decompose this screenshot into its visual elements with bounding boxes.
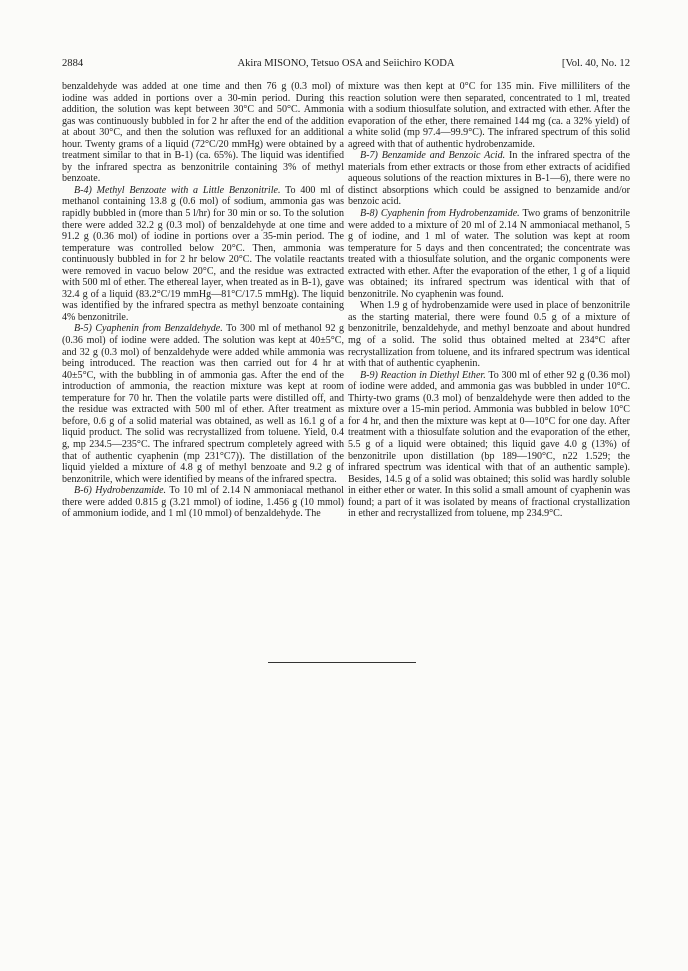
running-header	[62, 57, 630, 71]
section-b8	[348, 208, 630, 300]
page-number: 2884	[62, 58, 84, 69]
section-heading-b5: B-5) Cyaphenin from Benzaldehyde.	[74, 323, 223, 335]
paragraph-hydrobenzamide: When 1.9 g of hydrobenzamide were used in place of benzonitrile as the starting material, there were found 0.5 g of a mixture of benzonitrile, benzaldehyde, and methyl benzoate and about hundred mg of a solid. The solid thus obtained melted at 234°C after recrystallization from toluene, and its infrared spectrum was identical with that of authentic cyaphenin.	[348, 300, 630, 370]
section-text-b5: To 300 ml of methanol 92 g (0.36 mol) of iodine were added. The solution was kept at 40±5°C, and 32 g (0.3 mol) of benzaldehyde were added while ammonia was being introduced. The reaction was then carried out for 4 hr at 40±5°C, with the bubbling in of ammonia gas. After the end of the introduction of ammonia, the reaction mixture was kept at room temperature for 70 hr. Then the volatile parts were distilled off, and the residue was extracted with 500 ml of ether. After treatment as before, 0.6 g of a solid material was obtained, as well as 16.1 g of a liquid product. The solid was recrystallized from toluene. Yield, 0.4 g, mp 234.5—235°C. The infrared spectrum completely agreed with that of authentic cyaphenin (mp 231°C7)). The distillation of the liquid yielded a mixture of 4.8 g of methyl benzoate and 9.2 g of benzonitrile, which were identified by means of the infrared spectra.	[62, 323, 344, 485]
section-b6	[62, 485, 344, 520]
author-line: Akira MISONO, Tetsuo OSA and Seiichiro KODA	[237, 58, 455, 69]
section-text-b8: Two grams of benzonitrile were added to a mixture of 20 ml of 2.14 N ammoniacal methanol, 5 g of iodine, and 1 ml of water. The solution was kept at room temperature for 5 days and then concentrated; the concentrate was treated with a thiosulfate solution, and the organic components were extracted with ether. After the evaporation of the ether, 1 g of a liquid was obtained; its infrared spectrum was identical with that of benzonitrile. No cyaphenin was found.	[348, 208, 630, 300]
end-rule	[268, 662, 416, 663]
section-heading-b4: B-4) Methyl Benzoate with a Little Benzonitrile.	[74, 184, 281, 196]
paragraph-b6-continued: mixture was then kept at 0°C for 135 min. Five milliliters of the reaction solution were then separated, concentrated to 1 ml, treated with a sodium thiosulfate solution, and extracted with ether. After the evaporation of the ether, there remained 144 mg (ca. a 32% yield) of a white solid (mp 97.4—99.9°C). The infrared spectrum of this solid agreed with that of authentic hydrobenzamide.	[348, 81, 630, 150]
section-text-b7: In the infrared spectra of the materials from ether extracts or those from ether extracts of acidified aqueous solutions of the reaction mixtures in B-1—6), there were no distinct absorptions which could be assigned to benzamide and/or benzoic acid.	[348, 150, 630, 208]
section-heading-b7: B-7) Benzamide and Benzoic Acid.	[360, 150, 506, 162]
section-b4	[62, 185, 344, 324]
section-b7	[348, 150, 630, 208]
section-b9	[348, 370, 630, 520]
section-heading-b8: B-8) Cyaphenin from Hydrobenzamide.	[360, 208, 520, 220]
volume-info: [Vol. 40, No. 12	[561, 58, 630, 69]
paragraph-b3-continued: benzaldehyde was added at one time and then 76 g (0.3 mol) of iodine was added in portions over a 30-min period. During this addition, the solution was kept between 30°C and 50°C. Ammonia gas was continuously bubbled in for 2 hr after the end of the addition at about 30°C, and then the solution was refluxed for an additional hour. Twenty grams of a liquid (72°C/20 mmHg) were obtained by a treatment similar to that in B-1) (ca. 65%). The liquid was identified by the infrared spectra as benzonitrile containing 3% of methyl benzoate.	[62, 81, 344, 185]
section-text-b4: To 400 ml of methanol containing 13.8 g (0.6 mol) of sodium, ammonia gas was rapidly bubbled in (more than 5 l/hr) for 30 min or so. To the solution there were added 32.2 g (0.3 mol) of benzaldehyde at one time and 91.2 g (0.36 mol) of iodine in portions over a 35-min period. The temperature was controlled below 20°C. Then, ammonia was continuously bubbled in for 2 hr below 20°C. The volatile reactants were removed in vacuo below 20°C, and the residue was extracted with 500 ml of ether. The ethereal layer, when treated as in B-1), gave 32.4 g of a liquid (83.2°C/19 mmHg—81°C/17.5 mmHg). The liquid was identified by the infrared spectra as methyl benzoate containing 4% benzonitrile.	[62, 184, 345, 323]
section-text-b6: To 10 ml of 2.14 N ammoniacal methanol there were added 0.815 g (3.21 mmol) of iodine, 1.456 g (10 mmol) of ammonium iodide, and 1 ml (10 mmol) of benzaldehyde. The	[62, 485, 344, 520]
left-column	[62, 81, 344, 520]
section-heading-b6: B-6) Hydrobenzamide.	[74, 485, 167, 497]
section-text-b9: To 300 ml of ether 92 g (0.36 mol) of iodine were added, and ammonia gas was bubbled in under 10°C. Thirty-two grams (0.3 mol) of benzaldehyde were then added to the mixture over a 15-min period. Ammonia was bubbled in below 10°C for 4 hr, and then the mixture was kept at 0—10°C for one day. After treatment with a thiosulfate solution and the evaporation of the ether, 5.5 g of a liquid were obtained; this liquid gave 4.0 g (13%) of benzonitrile upon distillation (bp 189—190°C, n22 1.529; the infrared spectrum was identical with that of an authentic sample). Besides, 14.5 g of a solid was obtained; this solid was hardly soluble in either ether or water. In this solid a small amount of cyaphenin was found; a part of it was isolated by means of fractional crystallization in ether and recrystallized from toluene, mp 234.9°C.	[348, 369, 630, 520]
section-b5	[62, 323, 344, 485]
right-column	[348, 81, 630, 520]
section-heading-b9: B-9) Reaction in Diethyl Ether.	[360, 369, 486, 381]
